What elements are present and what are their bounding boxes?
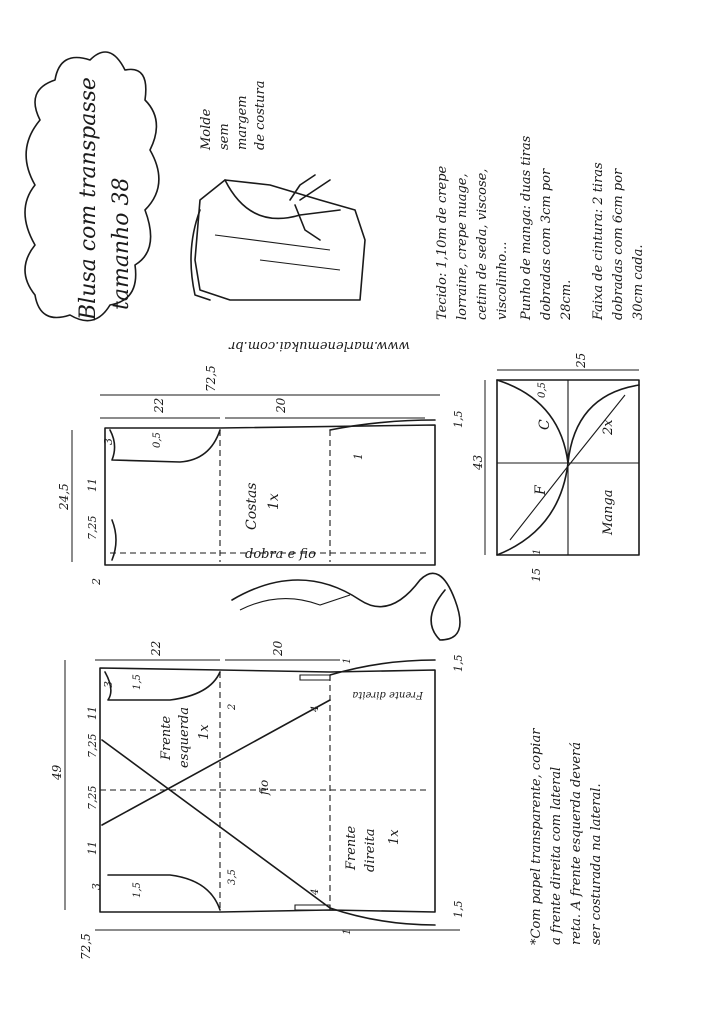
front-piece — [50, 640, 465, 960]
front-left-name-1: Frente — [159, 715, 174, 760]
molde-line-0: Molde — [199, 108, 214, 150]
front-hem-rise-b: 1,5 — [452, 900, 465, 918]
note-line-2: reta. A frente esquerda deverá — [569, 742, 584, 945]
molde-line-2: margem — [235, 95, 250, 150]
back-piece-name: Costas — [244, 482, 260, 530]
front-left-name-2: esquerda — [177, 706, 192, 768]
title-line2: tamanho 38 — [109, 177, 134, 310]
front-hem-rise: 1,5 — [452, 654, 465, 672]
back-lower-h: 7,25 — [86, 515, 99, 540]
front-left-qty: 1x — [197, 724, 212, 740]
front-side-4a: 4 — [310, 705, 321, 712]
front-bottom-shoulder: 1,5 — [132, 882, 143, 898]
front-bottom-drop: 3 — [90, 883, 103, 890]
molde-line-1: sem — [217, 123, 232, 150]
belt-line-0: Faixa de cintura: 2 tiras — [591, 162, 606, 320]
belt-line-2: 30cm cada. — [631, 244, 646, 320]
front-curve-1b: 1 — [342, 928, 353, 935]
back-hem-rise: 1,5 — [452, 410, 465, 428]
front-grain: fio — [257, 779, 271, 795]
front-left-height: 49 — [50, 764, 64, 780]
cuff-line-1: dobradas com 3cm por — [539, 168, 554, 320]
fabric-line-3: viscolinho... — [495, 241, 510, 320]
back-fold-label: dobra e fio — [245, 547, 316, 562]
front-wrap-top: 2 — [227, 703, 238, 710]
sleeve-qty: 2x — [601, 419, 616, 435]
front-wrap-bottom: 3,5 — [227, 869, 238, 885]
fabric-line-0: Tecido: 1,10m de crepe — [435, 165, 450, 320]
back-hem-curve: 1 — [352, 453, 365, 460]
front-shoulder-drop: 1,5 — [132, 674, 143, 690]
front-neck-drop: 3 — [102, 681, 115, 688]
back-left-height: 24,5 — [57, 483, 71, 510]
belt-line-1: dobradas com 6cm por — [611, 168, 626, 320]
front-shoulder-width: 22 — [149, 640, 163, 656]
molde-note — [199, 81, 268, 152]
sleeve-piece — [471, 353, 639, 582]
molde-line-3: de costura — [253, 80, 268, 150]
back-fold-offset: 2 — [90, 578, 103, 585]
sleeve-label-front: F — [533, 485, 549, 495]
note-line-1: a frente direita com lateral — [549, 766, 564, 945]
blouse-sketch-icon — [191, 175, 365, 300]
front-total-width: 72,5 — [79, 933, 93, 960]
back-neck-drop: 3 — [102, 438, 115, 445]
back-piece — [57, 365, 465, 586]
front-top-label: Frente direita — [352, 689, 423, 700]
sleeve-height: 43 — [471, 454, 485, 470]
front-side-4b: 4 — [310, 888, 321, 895]
back-shoulder-drop: 0,5 — [152, 432, 163, 448]
back-total-width: 72,5 — [204, 365, 218, 392]
front-lower-h: 11 — [86, 841, 99, 855]
sleeve-cap-offset: 0,5 — [537, 382, 548, 398]
front-hem-width: 20 — [271, 640, 285, 656]
back-armhole-h: 11 — [86, 478, 99, 492]
sleeve-name: Manga — [601, 489, 616, 535]
front-armhole-h: 11 — [86, 706, 99, 720]
sleeve-cap-side: 1 — [532, 548, 543, 555]
note-line-0: *Com papel transparente, copiar — [529, 728, 544, 945]
title-line1: Blusa com transpasse — [76, 77, 101, 320]
front-mid-h2: 7,25 — [86, 785, 99, 810]
title-cloud — [25, 52, 159, 321]
back-piece-qty: 1x — [266, 493, 282, 510]
note-line-3: ser costurada na lateral. — [589, 783, 604, 945]
front-right-qty: 1x — [387, 829, 402, 845]
sleeve-label-back: C — [537, 419, 553, 430]
signature — [232, 573, 460, 640]
front-curve-1a: 1 — [342, 657, 353, 664]
cuff-line-2: 28cm. — [559, 279, 574, 320]
fabric-notes — [435, 135, 646, 321]
fabric-line-1: lorraine, crepe nuage, — [455, 173, 470, 320]
front-right-name-2: direita — [363, 828, 378, 872]
website-url: www.marlenemukai.com.br — [229, 338, 410, 353]
sleeve-base: 15 — [530, 568, 543, 582]
back-hem-width: 20 — [274, 397, 288, 413]
back-shoulder-width: 22 — [152, 397, 166, 413]
sleeve-width: 25 — [574, 352, 588, 368]
cuff-line-0: Punho de manga: duas tiras — [519, 135, 534, 320]
bottom-note — [529, 728, 604, 945]
front-right-name-1: Frente — [344, 825, 359, 870]
fabric-line-2: cetim de seda, viscose, — [475, 168, 490, 320]
front-mid-h: 7,25 — [86, 733, 99, 758]
